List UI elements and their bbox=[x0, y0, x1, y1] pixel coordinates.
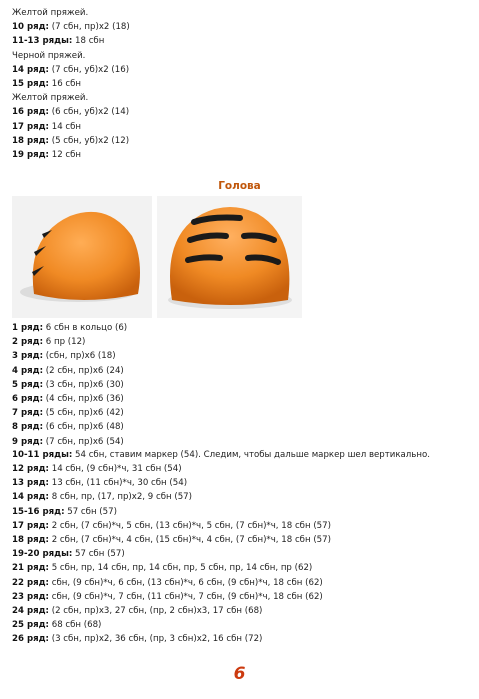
row-text: 12 сбн bbox=[49, 149, 82, 160]
head-instructions bbox=[12, 321, 472, 647]
instruction-line bbox=[12, 505, 472, 519]
row-text: Желтой пряжей. bbox=[12, 8, 89, 18]
row-label: 21 ряд: bbox=[12, 563, 49, 574]
top-instructions bbox=[12, 6, 472, 162]
instruction-line bbox=[12, 91, 472, 105]
instruction-line bbox=[12, 462, 472, 476]
row-text: (5 сбн, уб)х2 (12) bbox=[49, 135, 130, 146]
row-text: сбн, (9 сбн)*ч, 7 сбн, (11 сбн)*ч, 7 сбн, (9 сбн)*ч, 18 сбн (62) bbox=[49, 591, 323, 602]
instruction-line bbox=[12, 490, 472, 504]
row-text: 54 сбн, ставим маркер (54). Следим, чтобы дальше маркер шел вертикально. bbox=[72, 449, 430, 460]
row-label: 16 ряд: bbox=[12, 107, 49, 118]
row-label: 11-13 ряды: bbox=[12, 36, 73, 47]
row-label: 14 ряд: bbox=[12, 492, 49, 503]
row-label: 25 ряд: bbox=[12, 620, 49, 631]
row-label: 24 ряд: bbox=[12, 605, 49, 616]
row-text: (3 сбн, пр)х6 (30) bbox=[43, 379, 124, 390]
row-label: 10-11 ряды: bbox=[12, 449, 73, 460]
row-text: (2 сбн, пр)х3, 27 сбн, (пр, 2 сбн)х3, 17 сбн (68) bbox=[49, 605, 263, 616]
row-text: 13 сбн, (11 сбн)*ч, 30 сбн (54) bbox=[49, 478, 188, 489]
row-label: 17 ряд: bbox=[12, 520, 49, 531]
instruction-line bbox=[12, 364, 472, 378]
row-label: 26 ряд: bbox=[12, 634, 49, 645]
row-text: (3 сбн, пр)х2, 36 сбн, (пр, 3 сбн)х2, 16 сбн (72) bbox=[49, 634, 263, 645]
instruction-line bbox=[12, 349, 472, 363]
section-title: Голова bbox=[218, 180, 261, 192]
instruction-line bbox=[12, 321, 472, 335]
instruction-line bbox=[12, 618, 472, 632]
row-label: 22 ряд: bbox=[12, 577, 49, 588]
row-text: 6 пр (12) bbox=[43, 337, 86, 348]
instruction-line bbox=[12, 105, 472, 119]
crochet-head-image bbox=[12, 196, 302, 318]
row-text: 16 сбн bbox=[49, 78, 82, 89]
instruction-line bbox=[12, 134, 472, 148]
row-label: 15 ряд: bbox=[12, 78, 49, 89]
row-label: 3 ряд: bbox=[12, 351, 44, 362]
instruction-line bbox=[12, 449, 472, 462]
instruction-line bbox=[12, 77, 472, 91]
instruction-line bbox=[12, 561, 472, 575]
row-text: сбн, (9 сбн)*ч, 6 сбн, (13 сбн)*ч, 6 сбн, (9 сбн)*ч, 18 сбн (62) bbox=[49, 577, 323, 588]
row-label: 19-20 ряды: bbox=[12, 549, 73, 560]
row-text: 5 сбн, пр, 14 сбн, пр, 14 сбн, пр, 5 сбн, пр, 14 сбн, пр (62) bbox=[49, 563, 313, 574]
instruction-line bbox=[12, 435, 472, 449]
row-text: (7 сбн, пр)х6 (54) bbox=[43, 436, 124, 447]
row-label: 8 ряд: bbox=[12, 422, 44, 433]
row-label: 7 ряд: bbox=[12, 408, 44, 419]
row-label: 14 ряд: bbox=[12, 64, 49, 75]
row-label: 18 ряд: bbox=[12, 135, 49, 146]
instruction-line bbox=[12, 632, 472, 646]
row-label: 4 ряд: bbox=[12, 365, 44, 376]
row-text: (7 сбн, пр)х2 (18) bbox=[49, 22, 130, 33]
instruction-line bbox=[12, 547, 472, 561]
instruction-line bbox=[12, 148, 472, 162]
instruction-line bbox=[12, 6, 472, 20]
instruction-line bbox=[12, 590, 472, 604]
instruction-line bbox=[12, 476, 472, 490]
row-label: 12 ряд: bbox=[12, 464, 49, 475]
row-label: 17 ряд: bbox=[12, 121, 49, 132]
instruction-line bbox=[12, 392, 472, 406]
row-text: 57 сбн (57) bbox=[64, 506, 117, 517]
instruction-line bbox=[12, 604, 472, 618]
row-label: 23 ряд: bbox=[12, 591, 49, 602]
head-photos bbox=[12, 196, 302, 318]
instruction-line bbox=[12, 335, 472, 349]
row-text: (7 сбн, уб)х2 (16) bbox=[49, 64, 130, 75]
row-label: 1 ряд: bbox=[12, 323, 44, 333]
row-text: Желтой пряжей. bbox=[12, 93, 89, 104]
instruction-line bbox=[12, 120, 472, 134]
row-text: 18 сбн bbox=[72, 36, 105, 47]
row-label: 5 ряд: bbox=[12, 379, 44, 390]
row-text: Черной пряжей. bbox=[12, 50, 86, 61]
row-label: 19 ряд: bbox=[12, 149, 49, 160]
row-text: 8 сбн, пр, (17, пр)х2, 9 сбн (57) bbox=[49, 492, 192, 503]
row-text: 2 сбн, (7 сбн)*ч, 5 сбн, (13 сбн)*ч, 5 сбн, (7 сбн)*ч, 18 сбн (57) bbox=[49, 520, 331, 531]
row-text: 14 сбн, (9 сбн)*ч, 31 сбн (54) bbox=[49, 464, 182, 475]
row-text: 57 сбн (57) bbox=[72, 549, 125, 560]
instruction-line bbox=[12, 63, 472, 77]
row-text: 6 сбн в кольцо (6) bbox=[43, 323, 128, 333]
instruction-line bbox=[12, 533, 472, 547]
row-label: 2 ряд: bbox=[12, 337, 44, 348]
page-number: 6 bbox=[233, 664, 246, 684]
row-label: 10 ряд: bbox=[12, 22, 49, 33]
row-text: (4 сбн, пр)х6 (36) bbox=[43, 393, 124, 404]
row-text: 14 сбн bbox=[49, 121, 82, 132]
row-label: 6 ряд: bbox=[12, 393, 44, 404]
row-label: 13 ряд: bbox=[12, 478, 49, 489]
row-text: (сбн, пр)х6 (18) bbox=[43, 351, 116, 362]
instruction-line bbox=[12, 519, 472, 533]
instruction-line bbox=[12, 49, 472, 63]
row-text: 68 сбн (68) bbox=[49, 620, 102, 631]
row-text: (5 сбн, пр)х6 (42) bbox=[43, 408, 124, 419]
row-label: 18 ряд: bbox=[12, 535, 49, 546]
row-text: (6 сбн, уб)х2 (14) bbox=[49, 107, 130, 118]
row-label: 15-16 ряд: bbox=[12, 506, 65, 517]
row-text: (6 сбн, пр)х6 (48) bbox=[43, 422, 124, 433]
instruction-line bbox=[12, 34, 472, 48]
instruction-line bbox=[12, 576, 472, 590]
instruction-line bbox=[12, 378, 472, 392]
row-label: 9 ряд: bbox=[12, 436, 44, 447]
instruction-line bbox=[12, 420, 472, 434]
instruction-line bbox=[12, 20, 472, 34]
instruction-line bbox=[12, 406, 472, 420]
row-text: 2 сбн, (7 сбн)*ч, 4 сбн, (15 сбн)*ч, 4 сбн, (7 сбн)*ч, 18 сбн (57) bbox=[49, 535, 331, 546]
row-text: (2 сбн, пр)х6 (24) bbox=[43, 365, 124, 376]
